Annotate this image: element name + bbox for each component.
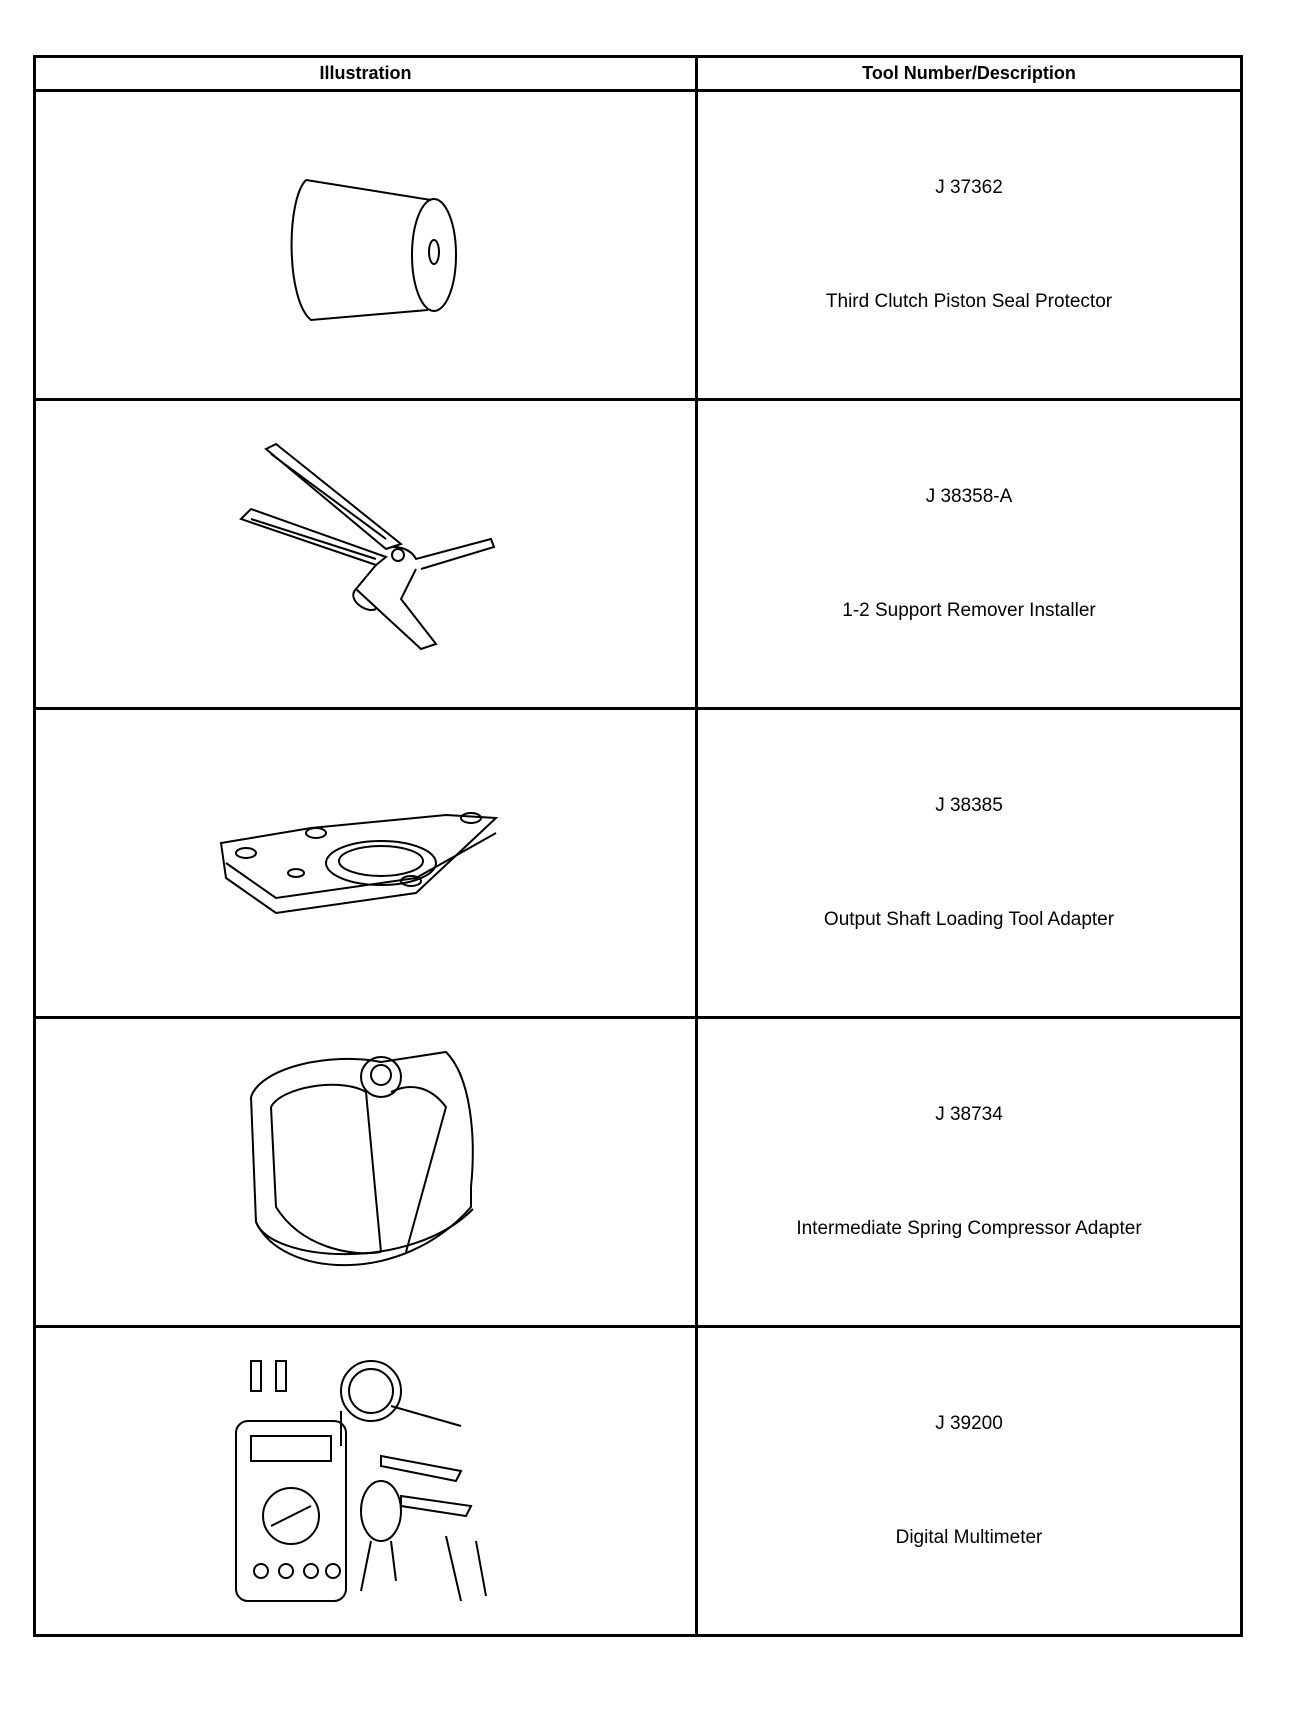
illustration-cell	[35, 400, 697, 709]
description-cell	[697, 1327, 1242, 1636]
tool-number: J 37362	[935, 177, 1003, 198]
special-tools-table	[33, 55, 1243, 1637]
tool-description: Intermediate Spring Compressor Adapter	[796, 1218, 1142, 1239]
tool-number: J 39200	[935, 1413, 1003, 1434]
illustration-cell	[35, 1327, 697, 1636]
digital-multimeter-icon	[231, 1356, 501, 1606]
description-cell	[697, 1018, 1242, 1327]
header-tool-number-description: Tool Number/Description	[697, 57, 1242, 91]
illustration-cell	[35, 91, 697, 400]
table-row	[35, 709, 1242, 1018]
header-illustration: Illustration	[35, 57, 697, 91]
loading-tool-adapter-icon	[216, 803, 516, 923]
table-header-row	[35, 57, 1242, 91]
tool-description: Output Shaft Loading Tool Adapter	[823, 909, 1115, 930]
table-row	[35, 1327, 1242, 1636]
tool-description: 1-2 Support Remover Installer	[842, 600, 1096, 621]
tool-description: Third Clutch Piston Seal Protector	[825, 291, 1113, 312]
illustration-cell	[35, 1018, 697, 1327]
description-cell	[697, 400, 1242, 709]
table-row	[35, 91, 1242, 400]
table-row	[35, 400, 1242, 709]
support-remover-installer-icon	[236, 439, 496, 669]
tool-number: J 38734	[935, 1104, 1003, 1125]
tool-description: Digital Multimeter	[895, 1527, 1043, 1548]
description-cell	[697, 91, 1242, 400]
seal-protector-icon	[266, 160, 466, 330]
illustration-cell	[35, 709, 697, 1018]
tool-number: J 38358-A	[925, 486, 1013, 507]
description-cell	[697, 709, 1242, 1018]
table-row	[35, 1018, 1242, 1327]
spring-compressor-adapter-icon	[241, 1047, 491, 1297]
tool-number: J 38385	[935, 795, 1003, 816]
